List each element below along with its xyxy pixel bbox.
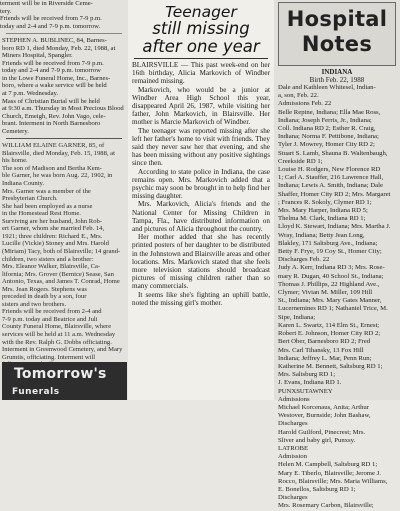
article-paragraph: Mrs. Markovich, Alicia's friends and the National Center for Missing Children in Tampa, Fla., have distributed information on and pictures of Alicia throughout the country.	[132, 200, 270, 234]
obituary-garner	[0, 142, 128, 368]
listing-line: Lucernemines RD 1; Nathaniel Trice, M.	[278, 305, 388, 313]
text-line: preceded in death by a son, four	[2, 293, 87, 301]
text-line: Surviving are her husband, John Rob-	[2, 217, 102, 225]
text-line: with the Rev. Ralph G. Dobbs officiating.	[2, 338, 112, 346]
text-line: The son of Madison and Bertha Kem-	[2, 164, 102, 172]
text-line: at 9:30 a.m. Thursday in Most Precious Blood	[2, 105, 124, 113]
listing-line: Michael Korcenaus, Anita; Arthur	[278, 403, 369, 411]
article-paragraph: According to state police in Indiana, the case remains open. Mrs. Markovich added that a psychic may soon be brought in to help find her missing daughter.	[132, 167, 270, 201]
text-line: Church, Emeigh, Rev. John Vago, cele-	[2, 112, 106, 120]
listing-line: J. Evans, Indiana RD 1.	[278, 379, 342, 387]
hospital-listing	[278, 84, 396, 511]
text-line: lifornia; Mrs. Grover (Bernice) Sease, San	[2, 270, 114, 278]
text-line: Presbyterian Church.	[2, 195, 58, 203]
listing-line: PUNXSUTAWNEY	[278, 387, 333, 395]
hospital-notes-body	[278, 68, 396, 511]
listing-line: Discharges	[278, 420, 308, 428]
listing-line: Sliver and baby girl, Punxsy.	[278, 436, 356, 444]
banner-title-line-2: Notes	[301, 32, 373, 56]
text-line: at 7 p.m. Wednesday.	[2, 90, 59, 98]
listing-line: Westover, Burnside; John Bashaw,	[278, 412, 371, 420]
listing-line: Karen L. Swartz, 114 Elm St., Ernest;	[278, 321, 380, 329]
text-line: STEPHEN A. BUBLINEC, 84, Barnes-	[2, 37, 107, 45]
article-paragraph: Markovich, who would be a junior at Windber Area High School this year, disappeared April 26, 1987, while visiting her father, John Markovich, in Blairsville. Her mother is Marcie Markovich of Windber.	[132, 85, 270, 127]
hospital-notes-banner	[278, 2, 396, 66]
text-line: boro RD 1, died Monday, Feb. 22, 1988, at	[2, 44, 116, 52]
text-line: children, two sisters and a brother:	[2, 255, 94, 263]
listing-line: Blakley, 171 Saltsburg Ave., Indiana;	[278, 239, 378, 247]
listing-line: a, son, Feb. 22.	[278, 92, 319, 100]
listing-line: Dale and Kathleen Whitesel, Indian-	[278, 84, 376, 91]
text-line: brant. Interment in North Barnesboro	[2, 120, 101, 128]
listing-line: ; Frances R. Sokoly, Clymer RD 1;	[278, 198, 372, 206]
text-line: Grumtis, officiating. Interment will	[2, 353, 96, 361]
article-paragraph: It seems like she's fighting an uphill battle, noted the missing girl's mother.	[132, 290, 270, 307]
headline-line-1: Teenager	[165, 3, 237, 21]
banner-title-line-1: Hospital	[286, 7, 388, 31]
listing-line: mary R. Dugan, 40 School St., Indiana;	[278, 272, 384, 280]
listing-line: Lloyd K. Stewart, Indiana; Mrs. Martha J.	[278, 223, 391, 231]
tomorrows-funerals-header	[2, 362, 127, 400]
listing-line: Judy A. Kerr, Indiana RD 3; Mrs. Rose-	[278, 264, 385, 272]
section-subtitle: Funerals	[12, 387, 60, 397]
obituary-bublinec	[0, 37, 128, 135]
text-line: Cemetery.	[2, 127, 29, 135]
text-line: today and 2-4 and 7-9 p.m. tomorrow	[2, 67, 101, 75]
listing-line: St., Indiana; Mrs. Mary Gates Manner,	[278, 297, 382, 305]
listing-line: Helen M. Campbell, Saltsburg RD 1;	[278, 461, 378, 469]
text-line: Antonio, Texas, and James T. Conrad, Home	[2, 278, 120, 286]
listing-line: Coll. Indiana RD 2; Esther R. Craig,	[278, 125, 376, 133]
listing-line: Indiana; Joseph Ferris, Jr., Indiana;	[278, 116, 372, 124]
text-line: his home.	[2, 157, 28, 165]
text-line: Miners Hospital, Spangler.	[2, 52, 73, 60]
listing-line: Discharges Feb. 22	[278, 256, 330, 264]
listing-line: Bert Ober, Barnesboro RD 2; Fred	[278, 338, 371, 346]
listing-line: Thelma M. Clark, Indiana RD 1;	[278, 215, 366, 223]
text-line: 7-9 p.m. today and Beatrice and Juli	[2, 315, 98, 323]
listing-line: Indiana; Jeffrey L. Mar, Penn Run;	[278, 354, 372, 362]
headline-line-2: still missing	[152, 19, 250, 38]
text-line: Interment in Greenwood Cemetery, and Mary	[2, 346, 123, 354]
text-line: in the Homestead Rest Home.	[2, 210, 81, 218]
text-line: sisters and two brothers.	[2, 300, 67, 308]
listing-line: Mrs. Carl Tihansky, 13 Fox Hill	[278, 346, 364, 354]
text-line: boro, where a wake service will be held	[2, 82, 107, 90]
text-line: tery.	[0, 7, 12, 15]
article-paragraph: The teenager was reported missing after she left her father's home to visit with friends. They said they never saw her that evening, and she has been missing without any positive sightings since then.	[132, 126, 270, 168]
listing-line: Harold Guilford, Pinecrest; Mrs.	[278, 428, 366, 436]
listing-line: Katherine M. Bennett, Saltsburg RD 1;	[278, 362, 383, 370]
listing-line: Indiana; Norma F. Pettibone, Indiana;	[278, 133, 379, 141]
listing-line: Mrs. Mary Harper, Indiana RD 5;	[278, 207, 368, 215]
text-line: Mass of Christian Burial will be held	[2, 97, 100, 105]
listing-line: Betty F. Frye, 19 Coy St., Homer City;	[278, 248, 382, 256]
listing-line: Sipe, Indiana;	[278, 313, 316, 321]
listing-line: Clymer; Vivian M. Miller, 109 Hill	[278, 289, 373, 297]
text-line: ble Garner, he was born Aug. 22, 1902, in	[2, 172, 113, 180]
text-line: 1921; three children: Richard E., Mrs.	[2, 232, 103, 240]
headline-rule	[134, 58, 268, 59]
article	[132, 0, 270, 307]
text-line: services will be held at 11 a.m. Wednesday	[2, 330, 116, 338]
listing-line: Mary E. Tiberlo, Blairsville; Jerome J.	[278, 469, 381, 477]
text-line: Lucille (Vickie) Stoney and Mrs. Harold	[2, 240, 109, 248]
text-line: Friends will be received from 7-9 p.m.	[2, 59, 104, 67]
column-divider	[6, 138, 122, 139]
listing-line: Mrs. Saltsburg RD 1;	[278, 371, 336, 379]
text-line: Friends will be received from 7-9 p.m.	[0, 15, 102, 23]
text-line: in the Lowe Funeral Home, Inc., Barnes-	[2, 74, 111, 82]
listing-line: Thomas J. Phillips, 22 Highland Ave.,	[278, 280, 380, 288]
headline-line-3: after one year	[142, 37, 260, 56]
listing-line: Stuart S. Lamb, Shauna B. Waltenbaugh,	[278, 149, 388, 157]
listing-line: Admissions Feb. 22	[278, 100, 332, 108]
listing-line: 1; Carl A. Stauffer, 216 Lawrence Hall,	[278, 174, 384, 182]
text-line: (Miriam) Tacy, both of Blairsville; 14 grand-	[2, 247, 121, 255]
text-line: today and 2-4 and 7-9 p.m. tomorrow.	[0, 22, 101, 30]
text-line: ert Garner, whom she married Feb. 14,	[2, 225, 105, 233]
text-line: Mrs. Jean Rogers. Stephens was	[2, 285, 87, 293]
births-heading: Birth Feb. 22, 1988	[309, 76, 365, 84]
listing-line: Tyler J. Mowrey, Homer City RD 2;	[278, 141, 375, 149]
listing-line: LATROBE	[278, 444, 309, 452]
column-divider	[6, 33, 122, 34]
text-line: Friends will be received from 2-4 and	[2, 308, 102, 316]
article-paragraph: BLAIRSVILLE — This past week-end on her 16th birthday, Alicia Markovich of Windber remained missing.	[132, 61, 270, 86]
text-line: Blairsville, died Monday, Feb. 15, 1988, at	[2, 149, 115, 157]
main-article-column	[128, 0, 274, 400]
listing-line: Robert E. Johnson, Homer City RD 2;	[278, 330, 381, 338]
listing-line: Belle Repine, Indiana; Ella Mae Ross,	[278, 108, 381, 116]
text-line: terment will be in Riverside Ceme-	[0, 0, 93, 7]
listing-line: Louise H. Rodgers, New Florence RD	[278, 166, 381, 174]
left-top-fragment	[0, 0, 128, 30]
listing-line: Shaffer, Homer City RD 2; Mrs. Margaret	[278, 190, 391, 198]
listing-line: Wray, Indiana; Betty Jean Long,	[278, 231, 365, 239]
listing-line: Creekside RD 1;	[278, 157, 323, 165]
listing-line: Mrs. Rosemary Carbon, Blairsville;	[278, 502, 374, 510]
hospital-notes-column	[274, 0, 400, 510]
text-line: WILLIAM ELAINE GARNER, 85, of	[2, 142, 105, 150]
left-obituaries-column	[0, 0, 128, 400]
article-paragraph: Her mother added that she has recently printed posters of her daughter to be distributed in the Johnstown and Blairsville areas and other locations. Mrs. Markovich stated that she feels more television stations should broadcast pictures of missing children rather than so many commercials.	[132, 233, 270, 291]
listing-line: Rocco, Blairsville; Mrs. Maria Williams,	[278, 477, 388, 485]
listing-line: Discharges	[278, 494, 308, 502]
text-line: Indiana County.	[2, 180, 45, 188]
listing-line: Admission	[278, 453, 307, 461]
section-title: Tomorrow's	[14, 366, 107, 382]
text-line: Mrs. Garner was a member of the	[2, 187, 91, 195]
hospital-place-heading: INDIANA	[321, 68, 353, 76]
text-line: Mrs. Eleanor Walker, Blairsville, Ca-	[2, 263, 101, 271]
listing-line: Admissions	[278, 395, 310, 403]
article-body	[132, 61, 270, 307]
listing-line: Indiana; Lewis A. Smith, Indiana; Dale	[278, 182, 383, 190]
text-line: She had been employed as a nurse	[2, 202, 93, 210]
text-line: County Funeral Home, Blairsville, where	[2, 323, 112, 331]
listing-line: E. Bonellos, Saltsburg RD 1;	[278, 485, 356, 493]
